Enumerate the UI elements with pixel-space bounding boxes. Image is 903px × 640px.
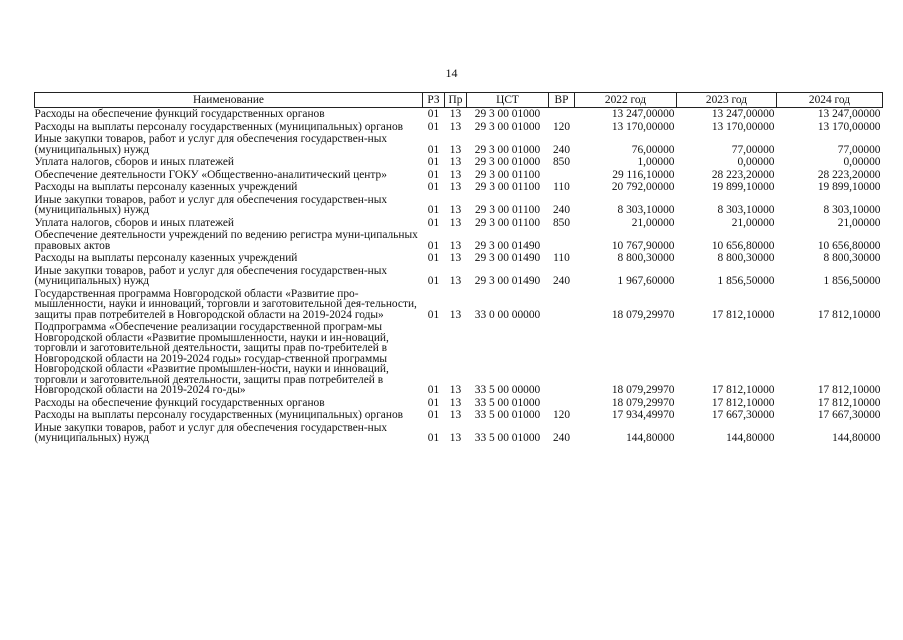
row-pr: 13 [449, 216, 462, 229]
header-2023: 2023 год [677, 93, 777, 108]
row-cst: 29 3 00 01000 [474, 143, 541, 156]
table-row [35, 120, 883, 133]
row-cst: 33 5 00 01000 [474, 396, 541, 409]
row-name: Расходы на выплаты персоналу казенных учреждений [34, 181, 298, 193]
row-pr: 13 [449, 156, 462, 168]
row-value-2023: 144,80000 [726, 432, 775, 444]
row-rz: 01 [427, 308, 440, 321]
row-value-2023: 8 800,30000 [717, 252, 775, 264]
row-rz: 01 [427, 216, 440, 229]
table-row [35, 228, 883, 251]
row-name: Подпрограмма «Обеспечение реализации государственной програм-мы Новгородской области «Развитие промышленности, науки и ин-новаций, торговли и заготовительной деятельности, защиты прав по-требителей в Новгородской области на 2019-2024 годы» государ-ственной программы Новгородской области «Развитие промышлен-ности, науки и инноваций, торговли и заготовительной деятельности, защиты прав потребителей в Новгородской области на 2019-2024 го-ды» [34, 321, 389, 396]
row-value-2024: 10 656,80000 [817, 239, 881, 252]
row-value-2023: 17 812,10000 [711, 384, 775, 396]
row-rz: 01 [427, 204, 440, 216]
row-value-2023: 77,00000 [731, 143, 775, 156]
row-value-2022: 21,00000 [631, 216, 675, 229]
row-pr: 13 [449, 239, 462, 252]
row-name: Расходы на выплаты персоналу государственных (муниципальных) органов [34, 409, 404, 421]
row-vr: 110 [553, 252, 570, 264]
row-value-2023: 13 170,00000 [711, 120, 775, 133]
row-cst: 29 3 00 01000 [474, 120, 541, 133]
row-pr: 13 [449, 384, 462, 396]
row-name: Государственная программа Новгородской области «Развитие про-мышленности, науки и инноваций, торговли и заготовительной дея-тельности, защиты прав потребителей в Новгородской области на 2019-2024 годы» [34, 287, 417, 321]
row-pr: 13 [449, 168, 462, 181]
row-value-2024: 144,80000 [832, 432, 881, 444]
table-row [35, 320, 883, 396]
header-cst: ЦСТ [467, 93, 549, 108]
row-value-2023: 13 247,00000 [711, 108, 775, 120]
row-value-2024: 13 170,00000 [817, 120, 881, 133]
row-value-2023: 17 812,10000 [711, 396, 775, 409]
row-value-2022: 13 170,00000 [611, 120, 675, 133]
row-cst: 33 5 00 00000 [474, 384, 541, 396]
row-value-2022: 144,80000 [626, 432, 675, 444]
row-rz: 01 [427, 384, 440, 396]
row-vr: 850 [552, 216, 571, 229]
table-row [35, 396, 883, 409]
row-pr: 13 [449, 181, 462, 193]
row-value-2024: 28 223,20000 [817, 168, 881, 181]
row-rz: 01 [427, 239, 440, 252]
row-value-2024: 77,00000 [837, 143, 881, 156]
row-value-2024: 17 812,10000 [817, 384, 881, 396]
budget-table [34, 92, 883, 444]
table-row [35, 408, 883, 421]
row-cst: 29 3 00 01000 [474, 108, 541, 120]
row-pr: 13 [449, 204, 462, 216]
row-name: Расходы на обеспечение функций государственных органов [34, 108, 325, 120]
row-value-2022: 76,00000 [631, 143, 675, 156]
row-value-2022: 18 079,29970 [611, 384, 675, 396]
row-rz: 01 [427, 252, 440, 264]
row-name: Расходы на выплаты персоналу казенных учреждений [34, 252, 298, 264]
table-row [35, 251, 883, 264]
table-row [35, 168, 883, 181]
row-value-2023: 19 899,10000 [711, 181, 775, 193]
row-value-2024: 8 800,30000 [823, 252, 881, 264]
row-cst: 33 0 00 00000 [474, 308, 541, 321]
row-value-2022: 17 934,49970 [611, 409, 675, 421]
row-value-2022: 1,00000 [637, 156, 675, 168]
row-value-2022: 10 767,90000 [611, 239, 675, 252]
table-row [35, 264, 883, 287]
row-name: Расходы на обеспечение функций государственных органов [34, 396, 325, 409]
row-value-2022: 1 967,60000 [617, 275, 675, 287]
row-cst: 33 5 00 01000 [474, 432, 541, 444]
row-value-2023: 10 656,80000 [711, 239, 775, 252]
row-value-2022: 20 792,00000 [611, 181, 675, 193]
row-value-2023: 8 303,10000 [717, 204, 775, 216]
row-name: Обеспечение деятельности ГОКУ «Общественно-аналитический центр» [34, 168, 387, 181]
row-rz: 01 [427, 432, 440, 444]
row-value-2022: 8 303,10000 [617, 204, 675, 216]
row-name: Иные закупки товаров, работ и услуг для обеспечения государствен-ных (муниципальных) нужд [34, 421, 388, 444]
table-row [35, 180, 883, 193]
row-name: Уплата налогов, сборов и иных платежей [34, 216, 234, 229]
header-name: Наименование [35, 93, 423, 108]
row-cst: 29 3 00 01100 [474, 181, 541, 193]
row-vr [549, 320, 575, 396]
row-pr: 13 [449, 120, 462, 133]
row-cst: 29 3 00 01100 [474, 204, 541, 216]
row-value-2024: 8 303,10000 [823, 204, 881, 216]
header-rz: РЗ [423, 93, 445, 108]
row-value-2023: 28 223,20000 [711, 168, 775, 181]
row-cst: 29 3 00 01100 [474, 216, 541, 229]
table-row [35, 287, 883, 321]
row-value-2022: 18 079,29970 [611, 396, 675, 409]
row-pr: 13 [449, 275, 462, 287]
table-body [35, 108, 883, 444]
row-value-2024: 21,00000 [837, 216, 881, 229]
row-vr [549, 287, 575, 321]
row-vr [549, 108, 575, 120]
row-rz: 01 [427, 181, 440, 193]
row-value-2022: 18 079,29970 [611, 308, 675, 321]
row-value-2022: 13 247,00000 [611, 108, 675, 120]
row-pr: 13 [449, 308, 462, 321]
row-cst: 29 3 00 01100 [474, 168, 541, 181]
table-row [35, 216, 883, 229]
table-row [35, 193, 883, 216]
page-number: 14 [445, 66, 458, 80]
header-vr: ВР [549, 93, 575, 108]
row-rz: 01 [427, 168, 440, 181]
row-value-2023: 1 856,50000 [717, 275, 775, 287]
row-vr: 240 [552, 275, 571, 287]
row-vr: 850 [552, 156, 571, 168]
row-value-2023: 17 667,30000 [711, 409, 775, 421]
row-cst: 29 3 00 01490 [474, 275, 541, 287]
row-value-2024: 13 247,00000 [817, 108, 881, 120]
row-name: Обеспечение деятельности учреждений по ведению регистра муни-ципальных правовых актов [34, 229, 418, 252]
row-vr: 120 [552, 409, 571, 421]
row-vr: 110 [553, 181, 570, 193]
row-name: Иные закупки товаров, работ и услуг для обеспечения государствен-ных (муниципальных) нужд [34, 193, 388, 216]
row-cst: 29 3 00 01490 [474, 239, 541, 252]
row-vr [549, 228, 575, 251]
row-cst: 29 3 00 01490 [474, 252, 541, 264]
row-value-2023: 0,00000 [737, 156, 775, 168]
row-value-2024: 17 667,30000 [817, 409, 881, 421]
row-rz: 01 [427, 396, 440, 409]
row-name: Расходы на выплаты персоналу государственных (муниципальных) органов [34, 120, 404, 133]
row-value-2024: 17 812,10000 [817, 308, 881, 321]
row-name: Иные закупки товаров, работ и услуг для обеспечения государствен-ных (муниципальных) нужд [34, 133, 388, 156]
row-value-2024: 0,00000 [843, 156, 881, 168]
row-rz: 01 [427, 275, 440, 287]
row-pr: 13 [449, 252, 462, 264]
row-vr [549, 168, 575, 181]
row-vr: 240 [552, 432, 571, 444]
row-vr: 240 [552, 143, 571, 156]
row-value-2024: 19 899,10000 [817, 181, 881, 193]
header-2024: 2024 год [777, 93, 883, 108]
table-row [35, 108, 883, 120]
row-pr: 13 [449, 409, 462, 421]
row-value-2022: 8 800,30000 [617, 252, 675, 264]
row-cst: 29 3 00 01000 [474, 156, 541, 168]
row-cst: 33 5 00 01000 [474, 409, 541, 421]
table-row [35, 421, 883, 444]
row-value-2023: 21,00000 [731, 216, 775, 229]
table-row [35, 155, 883, 168]
row-rz: 01 [427, 143, 440, 156]
row-pr: 13 [449, 108, 462, 120]
row-vr: 120 [552, 120, 571, 133]
row-pr: 13 [449, 143, 462, 156]
header-2022: 2022 год [575, 93, 677, 108]
row-pr: 13 [449, 396, 462, 409]
row-value-2024: 1 856,50000 [823, 275, 881, 287]
row-rz: 01 [427, 108, 440, 120]
row-value-2024: 17 812,10000 [817, 396, 881, 409]
row-name: Иные закупки товаров, работ и услуг для обеспечения государствен-ных (муниципальных) нужд [34, 264, 388, 287]
row-value-2023: 17 812,10000 [711, 308, 775, 321]
row-vr [549, 396, 575, 409]
table-row [35, 132, 883, 155]
row-pr: 13 [449, 432, 462, 444]
row-vr: 240 [552, 204, 571, 216]
row-rz: 01 [427, 409, 440, 421]
row-value-2022: 29 116,10000 [612, 168, 675, 181]
row-rz: 01 [427, 156, 440, 168]
header-pr: Пр [445, 93, 467, 108]
row-name: Уплата налогов, сборов и иных платежей [34, 156, 234, 168]
row-rz: 01 [427, 120, 440, 133]
table-header [35, 93, 883, 108]
